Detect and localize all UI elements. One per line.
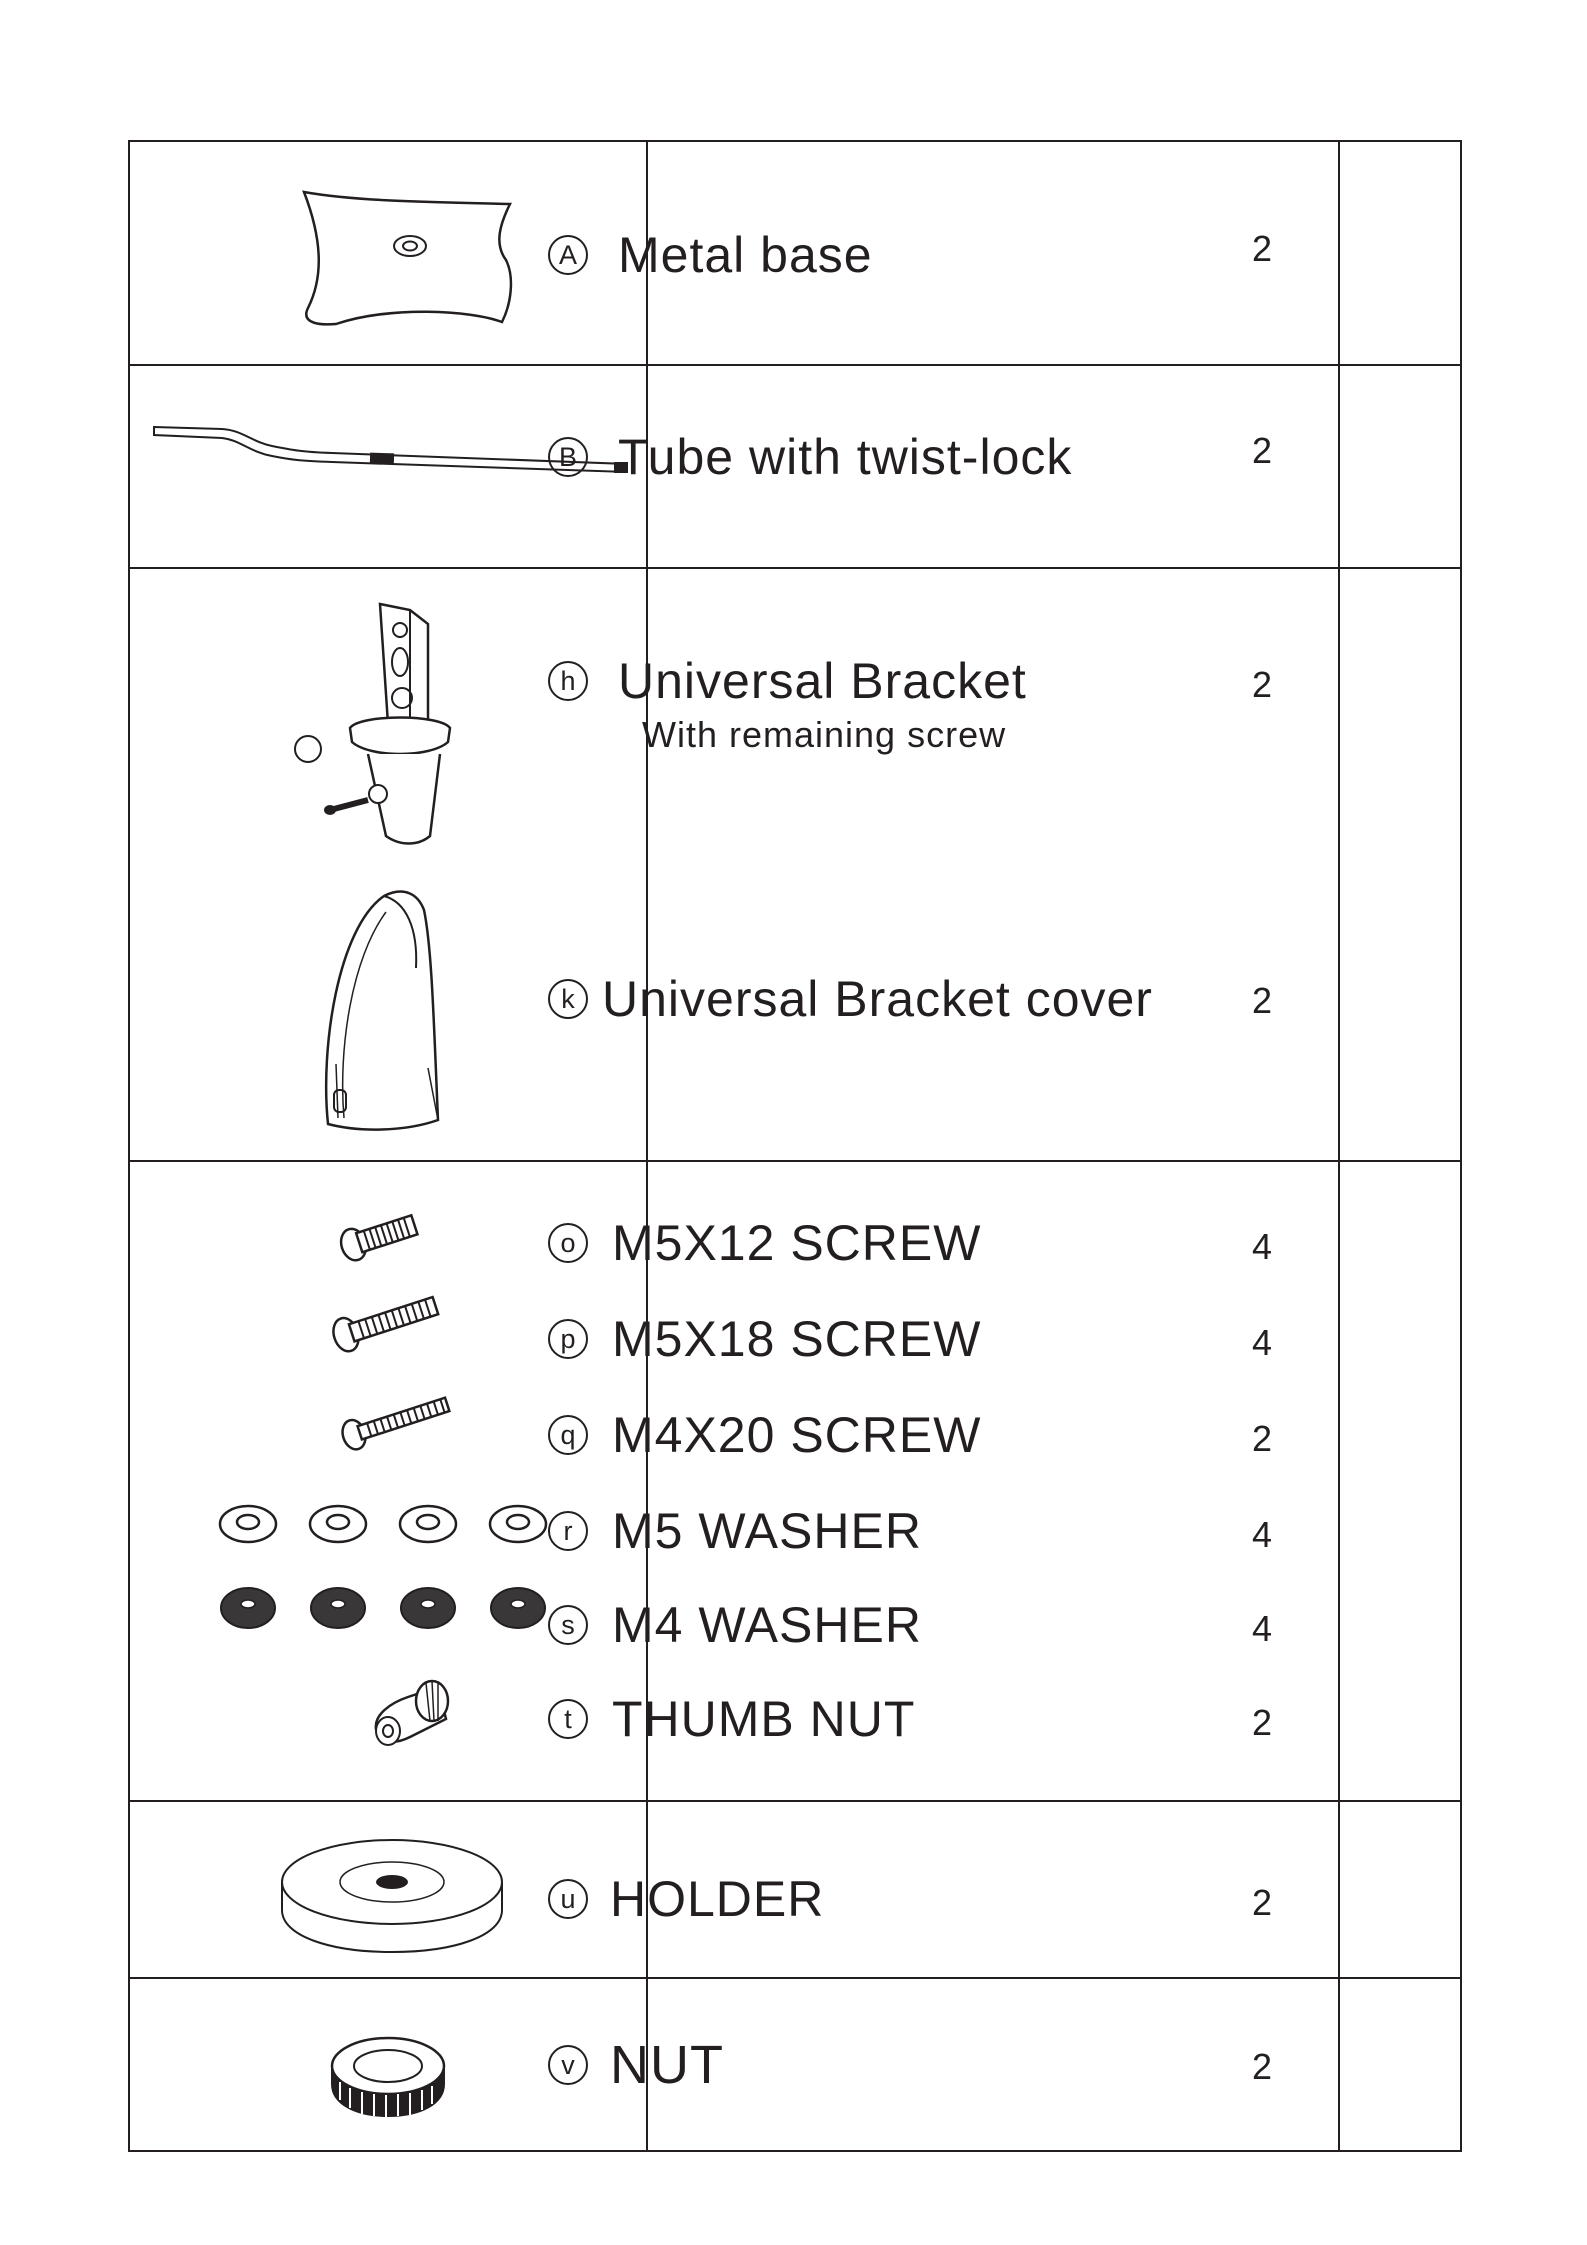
part-note: With remaining screw [642,714,1007,755]
part-name: M5X12 SCREW [612,1215,982,1271]
part-qty: 2 [1252,228,1273,269]
part-qty: 2 [1252,664,1273,705]
part-row-m4-washer [548,1596,922,1654]
m4x20-screw-illustration [338,1392,458,1452]
part-mark: k [548,979,588,1019]
part-mark: q [548,1415,588,1455]
part-qty: 4 [1252,1514,1273,1555]
part-qty: 4 [1252,1226,1273,1267]
part-mark: u [548,1879,588,1919]
metal-base-illustration [300,184,520,344]
part-row-m5x12-screw [548,1214,981,1272]
part-row-tube [548,428,1072,486]
m5x12-screw-illustration [338,1210,428,1260]
part-name: Universal Bracket cover [602,971,1153,1027]
part-mark: r [548,1511,588,1551]
part-qty: 2 [1252,2046,1273,2087]
holder-illustration [278,1832,508,1962]
part-qty: 2 [1252,430,1273,471]
part-name: M5 WASHER [612,1503,922,1559]
part-mark: s [548,1605,588,1645]
row-divider [130,1977,1460,1979]
part-qty: 4 [1252,1322,1273,1363]
part-row-holder [548,1870,824,1928]
part-row-m4x20-screw [548,1406,981,1464]
row-divider [130,567,1460,569]
part-name: THUMB NUT [612,1691,916,1747]
part-row-bracket-cover [548,970,1153,1028]
part-qty: 4 [1252,1608,1273,1649]
part-qty: 2 [1252,980,1273,1021]
part-name: Universal Bracket [618,653,1027,709]
part-row-m5-washer [548,1502,922,1560]
part-row-universal-bracket [548,652,1027,710]
part-name: Metal base [618,227,873,283]
row-divider [130,1160,1460,1162]
part-row-thumb-nut [548,1690,915,1748]
part-name: M5X18 SCREW [612,1311,982,1367]
part-name: NUT [610,2035,724,2095]
part-name: Tube with twist-lock [618,429,1073,485]
part-mark: v [548,2045,588,2085]
m4-washer-illustration [218,1582,578,1636]
part-qty: 2 [1252,1882,1273,1923]
universal-bracket-illustration [290,602,520,862]
part-qty: 2 [1252,1418,1273,1459]
thumb-nut-illustration [366,1667,456,1757]
part-mark: A [548,235,588,275]
part-name: M4X20 SCREW [612,1407,982,1463]
row-divider [130,364,1460,366]
part-mark: p [548,1319,588,1359]
row-divider [130,1800,1460,1802]
bracket-cover-illustration [308,888,468,1138]
part-row-metal-base [548,226,873,284]
part-name: M4 WASHER [612,1597,922,1653]
part-mark: B [548,437,588,477]
part-mark: h [548,661,588,701]
part-mark: t [548,1699,588,1739]
m5-washer-illustration [218,1502,578,1552]
part-row-nut [548,2034,724,2096]
part-mark: o [548,1223,588,1263]
column-divider [1338,142,1340,2150]
part-row-m5x18-screw [548,1310,981,1368]
m5x18-screw-illustration [330,1292,450,1352]
nut-illustration [326,2032,456,2122]
part-name: HOLDER [610,1871,825,1927]
part-qty: 2 [1252,1702,1273,1743]
